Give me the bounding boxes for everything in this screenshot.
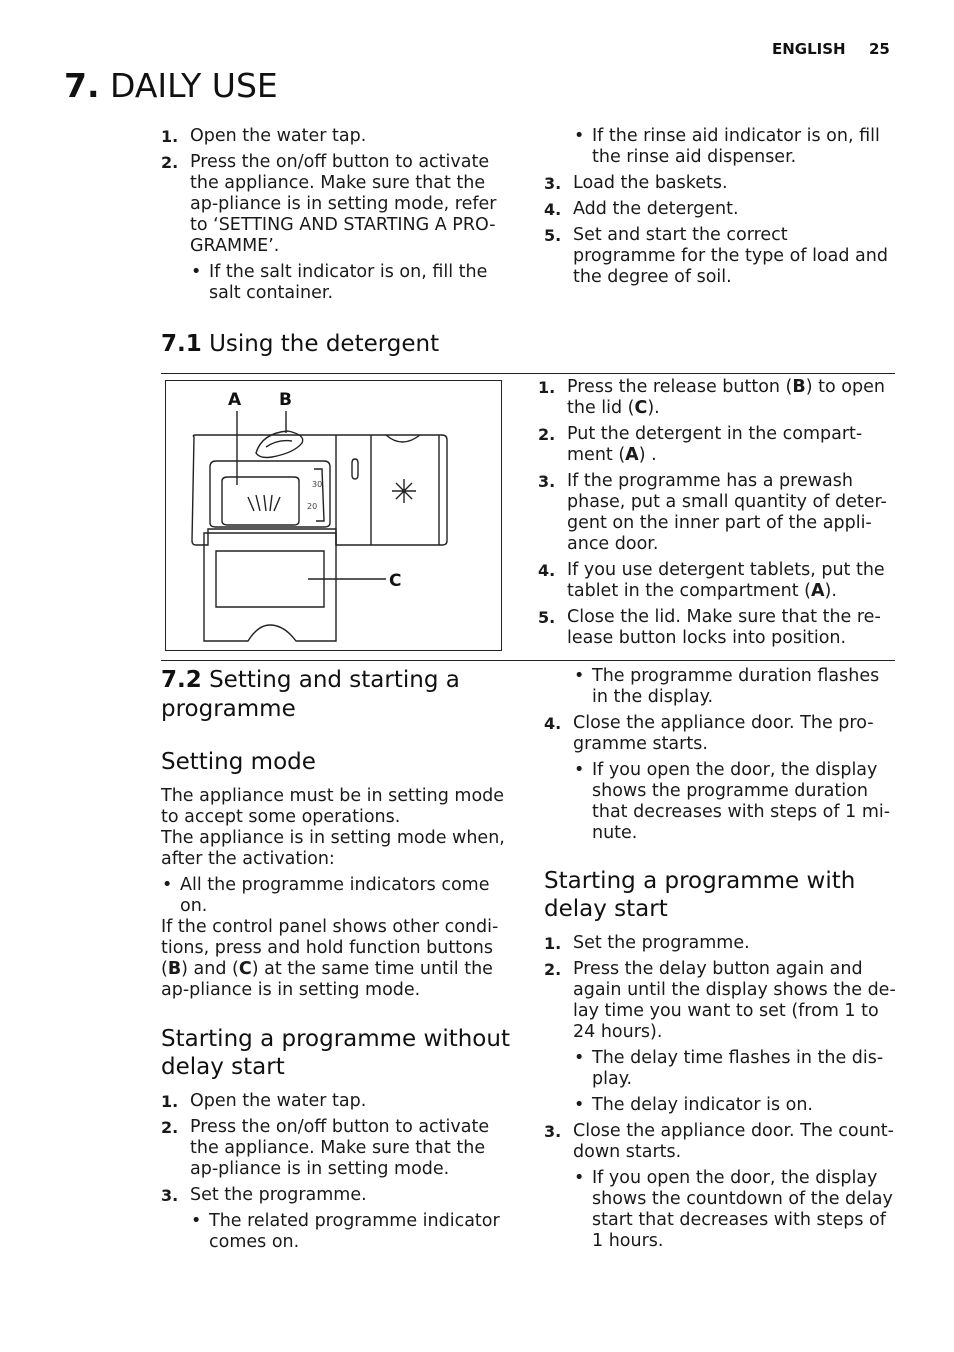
intro-step-5: 5. Set and start the correct programme for the type of load and the degree of soil.: [544, 225, 888, 287]
detergent-dispenser-figure: [165, 380, 502, 651]
section-71-title: Using the detergent: [209, 331, 440, 357]
section-72-left-column: [161, 666, 511, 1258]
without-delay-step-1: 1. Open the water tap.: [161, 1091, 367, 1111]
section-71-steps: [533, 377, 895, 649]
chapter-number: 7.: [64, 66, 100, 105]
with-delay-step-2: 2. Press the delay button again and again until the display shows the de-lay time you want to set (from 1 to 24 hours).: [544, 959, 896, 1042]
bullet-door-open-countdown: • If you open the door, the display shows the countdown of the delay start that decreases with steps of 1 hours.: [574, 1168, 893, 1251]
with-delay-steps: [544, 933, 896, 1043]
figure-label-c: C: [389, 571, 402, 591]
detergent-step-3: 3. If the programme has a prewash phase, put a small quantity of deter-gent on the inner part of the appli-ance door.: [538, 471, 887, 554]
with-delay-heading: Starting a programme with delay start: [544, 868, 856, 922]
intro-step-1: 1. Open the water tap.: [161, 126, 367, 146]
section-71-bottom-rule: [161, 660, 895, 661]
section-71-heading: [161, 330, 439, 359]
duration-bullets: [573, 666, 896, 708]
intro-right-column: [544, 126, 894, 293]
bullet-delay-time-flashes: • The delay time flashes in the dis-play.: [574, 1048, 884, 1089]
section-72-number: 7.2: [161, 667, 202, 693]
with-delay-step-1: 1. Set the programme.: [544, 933, 750, 953]
detergent-step-4: 4. If you use detergent tablets, put the tablet in the compartment (A).: [538, 560, 885, 601]
figure-label-b: B: [279, 390, 292, 410]
section-72-title: Setting and starting a programme: [161, 667, 460, 722]
intro-steps: [161, 126, 516, 257]
door-open-bullets: [573, 760, 896, 844]
section-72-right-column: [544, 666, 896, 1257]
bullet-delay-indicator: • The delay indicator is on.: [574, 1095, 813, 1115]
detergent-step-5: 5. Close the lid. Make sure that the re-lease button locks into position.: [538, 607, 881, 648]
with-delay-step-3: 3. Close the appliance door. The count-down starts.: [544, 1121, 894, 1162]
section-71-number: 7.1: [161, 331, 202, 357]
section-72-heading: [161, 666, 511, 724]
bullet-indicators-on: • All the programme indicators come on.: [162, 875, 490, 916]
without-delay-step-3: 3. Set the programme.: [161, 1185, 367, 1205]
intro-step-2: 2. Press the on/off button to activate the appliance. Make sure that the ap-pliance is in setting mode, refer to ‘SETTING AND STARTING A PRO-GRAMME’.: [161, 152, 497, 256]
without-delay-steps: [161, 1091, 511, 1206]
chapter-title: [64, 66, 278, 105]
with-delay-door-bullets: [573, 1168, 896, 1252]
setting-mode-para-3: If the control panel shows other condi-tions, press and hold function buttons (B) and (C) at the same time until the ap-pliance is in setting mode.: [161, 917, 499, 1000]
bullet-salt: • If the salt indicator is on, fill the salt container.: [191, 262, 488, 303]
intro-step-3: 3. Load the baskets.: [544, 173, 728, 193]
intro-steps-right: [544, 173, 894, 288]
detergent-step-1: 1. Press the release button (B) to open the lid (C).: [538, 377, 885, 418]
without-delay-bullets: [190, 1211, 511, 1253]
setting-mode-para-1: The appliance must be in setting mode to accept some operations.: [161, 786, 505, 827]
chapter-title-text: DAILY USE: [110, 66, 278, 105]
without-delay-step-2: 2. Press the on/off button to activate the appliance. Make sure that the ap-pliance is in setting mode.: [161, 1117, 490, 1179]
bullet-duration-flashes: • The programme duration flashes in the display.: [574, 666, 880, 707]
section-71-top-rule: [161, 373, 895, 374]
bullet-programme-indicator: • The related programme indicator comes on.: [191, 1211, 500, 1252]
bullet-rinse-aid: • If the rinse aid indicator is on, fill the rinse aid dispenser.: [574, 126, 880, 167]
intro-bullets: [190, 262, 516, 304]
with-delay-bullets: [573, 1048, 896, 1116]
detergent-step-2: 2. Put the detergent in the compart-ment (A) .: [538, 424, 863, 465]
setting-mode-heading: Setting mode: [161, 749, 316, 775]
bullet-door-open-duration: • If you open the door, the display shows the programme duration that decreases with steps of 1 mi-nute.: [574, 760, 891, 843]
setting-mode-bullets: [161, 875, 511, 917]
section-71-steps-column: [533, 377, 895, 654]
header-language: ENGLISH: [772, 40, 846, 58]
with-delay-step-3-list: [544, 1121, 896, 1163]
intro-right-bullets: [573, 126, 894, 168]
page-number: 25: [869, 40, 890, 58]
intro-step-4: 4. Add the detergent.: [544, 199, 739, 219]
without-delay-step-4-list: [544, 713, 896, 755]
figure-label-a: A: [228, 390, 242, 410]
dispenser-illustration: [166, 381, 501, 650]
without-delay-heading: Starting a programme without delay start: [161, 1026, 510, 1080]
figure-scale-30: 30: [312, 480, 323, 489]
figure-scale-20: 20: [307, 502, 318, 511]
intro-left-column: [161, 126, 516, 309]
setting-mode-para-2: The appliance is in setting mode when, after the activation:: [161, 828, 505, 869]
without-delay-step-4: 4. Close the appliance door. The pro-gramme starts.: [544, 713, 874, 754]
